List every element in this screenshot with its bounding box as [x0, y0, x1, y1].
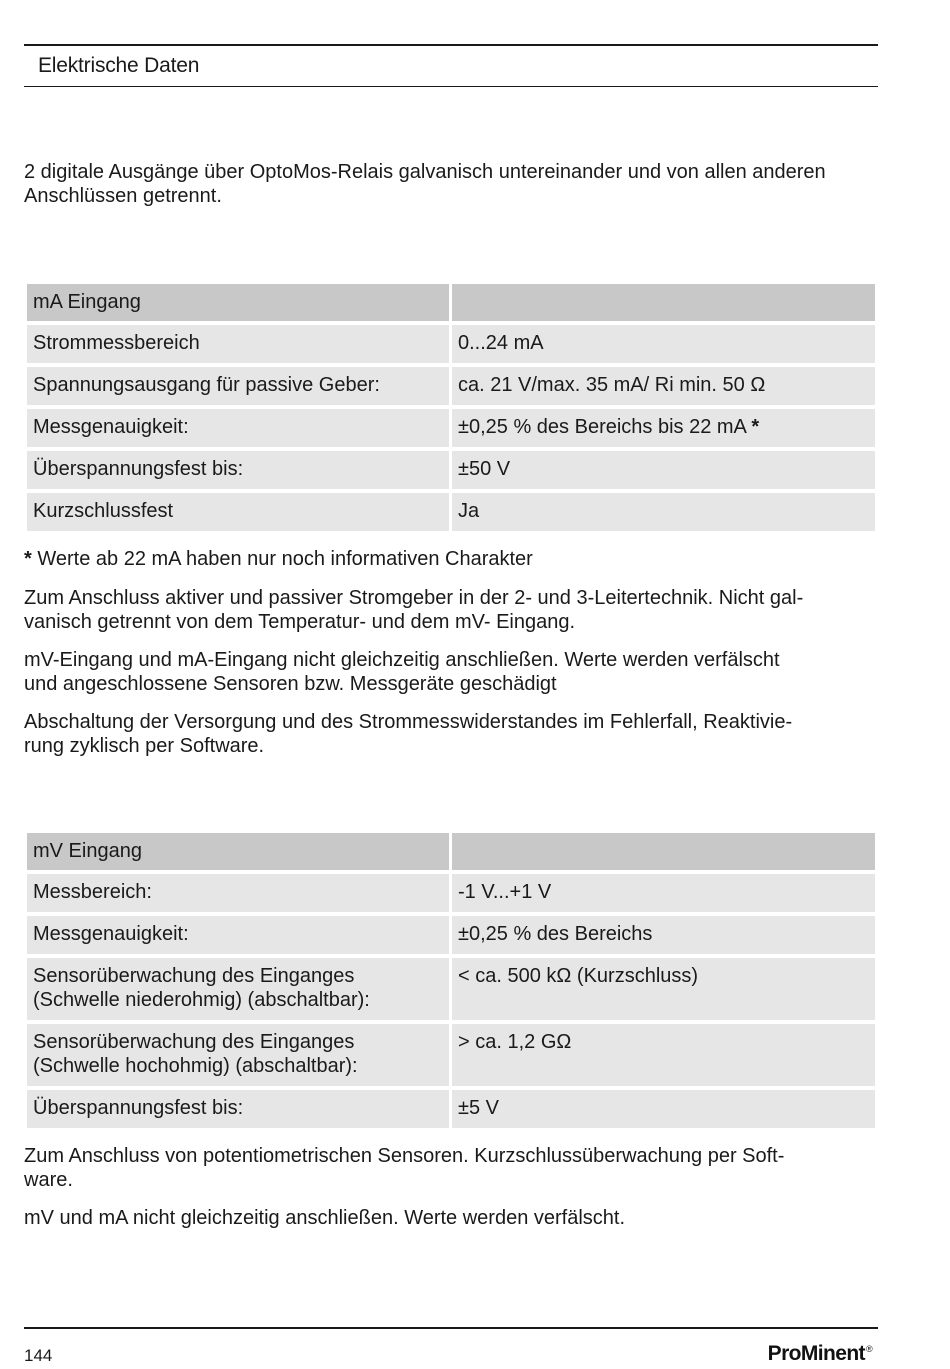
row-value: ca. 21 V/max. 35 mA/ Ri min. 50 Ω — [452, 367, 875, 405]
text-line: rung zyklisch per Software. — [24, 735, 265, 757]
row-label: Überspannungsfest bis: — [27, 1090, 449, 1128]
table-row — [27, 1090, 875, 1128]
row-label: Strommessbereich — [27, 325, 449, 363]
row-label: Messgenauigkeit: — [27, 916, 449, 954]
row-value: -1 V...+1 V — [452, 874, 875, 912]
table-row — [27, 1024, 875, 1086]
registered-mark: ® — [865, 1344, 872, 1354]
intro-paragraph: 2 digitale Ausgänge über OptoMos-Relais galvanisch untereinander und von allen anderen Anschlüssen getrennt. — [24, 161, 826, 207]
row-value: ±0,25 % des Bereichs bis 22 mA — [458, 416, 746, 438]
table-row — [27, 874, 875, 912]
table-heading: mA Eingang — [27, 284, 449, 321]
row-label: Messgenauigkeit: — [27, 409, 449, 447]
table-row — [27, 493, 875, 531]
mv-input-table — [24, 829, 878, 1132]
page-number: 144 — [24, 1346, 53, 1365]
row-value: ±5 V — [452, 1090, 875, 1128]
label-line: Sensorüberwachung des Einganges — [33, 1031, 355, 1053]
footnote-marker: * — [751, 416, 760, 438]
row-label: Messbereich: — [27, 874, 449, 912]
table-row — [27, 367, 875, 405]
text-line: Zum Anschluss von potentiometrischen Sensoren. Kurzschlussüberwachung per Soft- — [24, 1145, 785, 1167]
text-line: Zum Anschluss aktiver und passiver Stromgeber in der 2- und 3-Leitertechnik. Nicht gal- — [24, 587, 804, 609]
logo-text-minent: Minent — [800, 1342, 865, 1365]
table-row — [27, 958, 875, 1020]
row-value: Ja — [452, 493, 875, 531]
row-value: ±50 V — [452, 451, 875, 489]
row-value: 0...24 mA — [452, 325, 875, 363]
text-line: ware. — [24, 1169, 73, 1191]
row-value: > ca. 1,2 GΩ — [452, 1024, 875, 1086]
page-title: Elektrische Daten — [38, 54, 200, 77]
logo-text-pro: Pro — [767, 1342, 801, 1365]
row-value: ±0,25 % des Bereichs — [452, 916, 875, 954]
row-value-cell — [452, 409, 875, 447]
label-line: Sensorüberwachung des Einganges — [33, 965, 355, 987]
text-line: Abschaltung der Versorgung und des Strommesswiderstandes im Fehlerfall, Reaktivie- — [24, 711, 793, 733]
footer-divider — [24, 1327, 878, 1329]
ma-warning-paragraph — [24, 648, 884, 696]
row-value: < ca. 500 kΩ (Kurzschluss) — [452, 958, 875, 1020]
ma-input-table — [24, 280, 878, 535]
table-heading-value — [452, 833, 875, 870]
label-line: (Schwelle niederohmig) (abschaltbar): — [33, 989, 370, 1011]
footnote-marker: * — [24, 548, 32, 570]
label-line: (Schwelle hochohmig) (abschaltbar): — [33, 1055, 358, 1077]
table-row — [27, 409, 875, 447]
table-heading: mV Eingang — [27, 833, 449, 870]
table-header-row — [27, 833, 875, 870]
text-line: vanisch getrennt von dem Temperatur- und dem mV- Eingang. — [24, 611, 576, 633]
table-row — [27, 451, 875, 489]
table-header-row — [27, 284, 875, 321]
prominent-logo — [768, 1342, 872, 1366]
ma-note-paragraph — [24, 586, 884, 634]
mv-note-paragraph — [24, 1144, 884, 1192]
row-label: Kurzschlussfest — [27, 493, 449, 531]
footnote — [24, 547, 884, 571]
footnote-text: Werte ab 22 mA haben nur noch informativen Charakter — [37, 548, 533, 570]
mv-warning-paragraph: mV und mA nicht gleichzeitig anschließen. Werte werden verfälscht. — [24, 1207, 626, 1229]
ma-shutdown-paragraph — [24, 710, 884, 758]
table-row — [27, 325, 875, 363]
row-label: Überspannungsfest bis: — [27, 451, 449, 489]
page-header — [24, 44, 878, 87]
table-row — [27, 916, 875, 954]
text-line: mV-Eingang und mA-Eingang nicht gleichzeitig anschließen. Werte werden verfälscht — [24, 649, 780, 671]
text-line: und angeschlossene Sensoren bzw. Messgeräte geschädigt — [24, 673, 557, 695]
row-label — [27, 1024, 449, 1086]
table-heading-value — [452, 284, 875, 321]
row-label — [27, 958, 449, 1020]
row-label: Spannungsausgang für passive Geber: — [27, 367, 449, 405]
